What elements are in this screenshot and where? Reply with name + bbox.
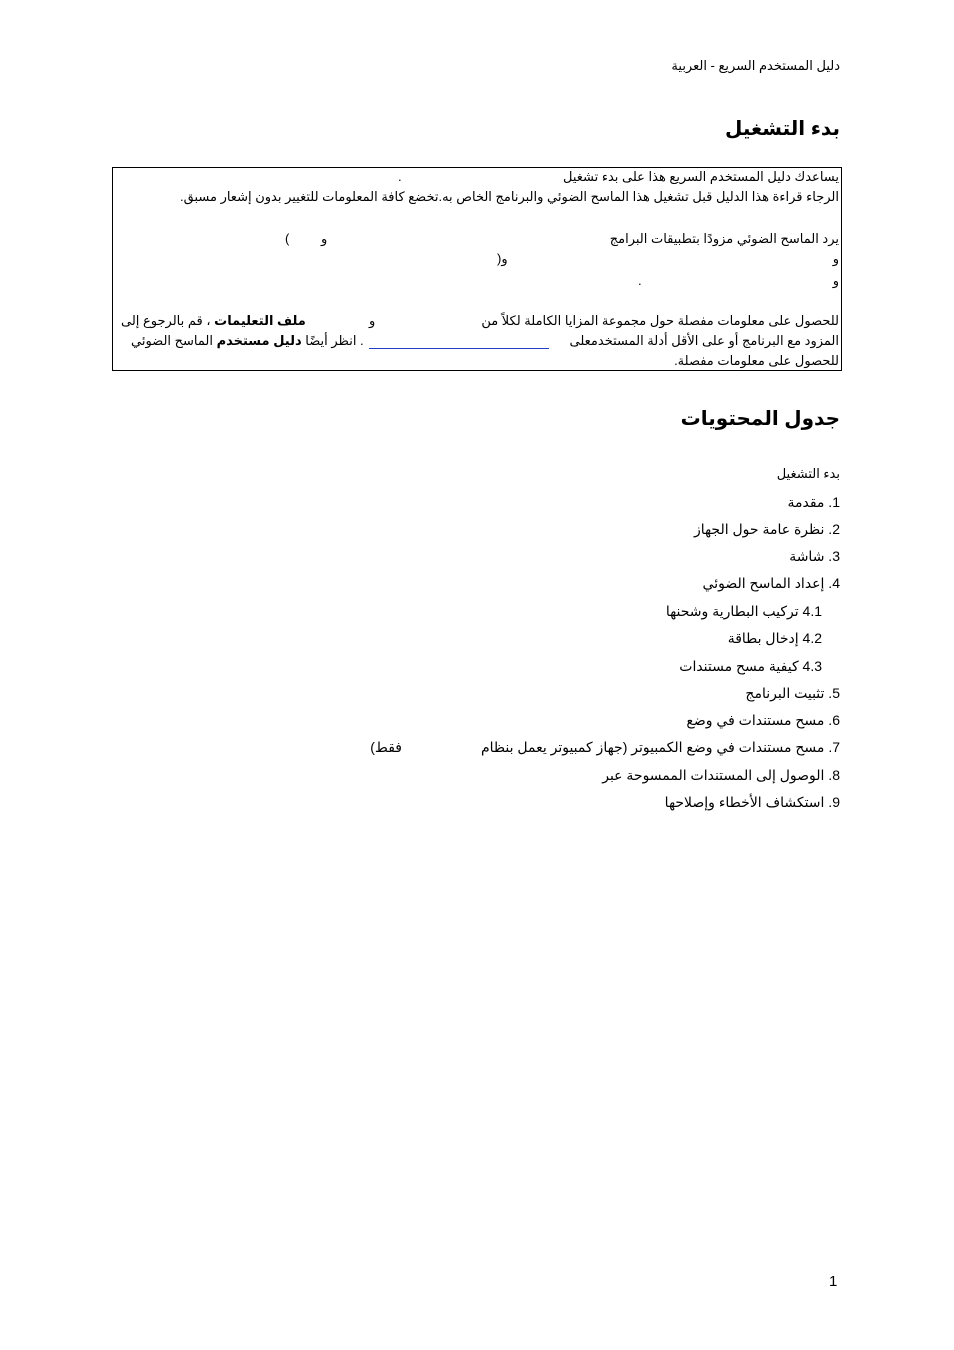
intro-line-2: الرجاء قراءة هذا الدليل قبل تشغيل هذا الماسح الضوئي والبرنامج الخاص به.تخضع كافة المعلومات للتغيير بدون إشعار مسبق. — [180, 189, 839, 204]
intro-line-7c-text: الماسح الضوئي — [131, 333, 213, 348]
intro-line-4-and: و — [832, 251, 839, 266]
intro-line-5-dot: . — [638, 273, 642, 288]
toc-item-4-3[interactable]: 4.3 كيفية مسح مستندات — [679, 658, 822, 674]
toc-item-7-tail: فقط) — [370, 739, 402, 755]
intro-line-6-and: و — [369, 313, 376, 328]
help-file-ref: ملف التعليمات — [214, 313, 306, 328]
intro-line-6b — [121, 312, 306, 330]
toc-item-7[interactable]: 7. مسح مستندات في وضع الكمبيوتر (جهاز كمبيوتر يعمل بنظام — [480, 739, 840, 755]
toc-item-4-1[interactable]: 4.1 تركيب البطارية وشحنها — [665, 603, 822, 619]
user-guide-ref: دليل مستخدم — [216, 333, 302, 348]
running-header: دليل المستخدم السريع - العربية — [671, 58, 840, 73]
toc-item-4[interactable]: 4. إعداد الماسح الضوئي — [702, 575, 840, 591]
intro-line-8: للحصول على معلومات مفصلة. — [674, 353, 839, 368]
toc-item-8[interactable]: 8. الوصول إلى المستندات الممسوحة عبر — [602, 767, 840, 783]
heading-table-of-contents: جدول المحتويات — [680, 408, 840, 430]
toc-item-1[interactable]: 1. مقدمة — [787, 494, 840, 510]
toc-item-6[interactable]: 6. مسح مستندات في وضع — [686, 712, 840, 728]
intro-line-7b-text: . انظر أيضًا — [305, 333, 364, 348]
intro-line-7b — [131, 332, 364, 350]
toc-item-5[interactable]: 5. تثبيت البرنامج — [745, 685, 840, 701]
toc-item-3[interactable]: 3. شاشة — [789, 548, 840, 564]
intro-line-1: يساعدك دليل المستخدم السريع هذا على بدء تشغيل — [562, 169, 839, 184]
intro-line-3-paren: ) — [285, 231, 290, 246]
intro-line-7a: المزود مع البرنامج أو على الأقل أدلة المستخدمعلى — [569, 333, 839, 348]
intro-line-6b-text: ، قم بالرجوع إلى — [121, 313, 211, 328]
intro-line-4-paren: و( — [497, 251, 508, 266]
intro-line-3: يرد الماسح الضوئي مزودًا بتطبيقات البرامج — [609, 231, 839, 246]
intro-line-3-and: و — [321, 231, 328, 246]
intro-box — [112, 167, 842, 371]
intro-line-1-dot: . — [398, 169, 402, 184]
toc-item-4-2[interactable]: 4.2 إدخال بطاقة — [727, 630, 822, 646]
intro-line-6a: للحصول على معلومات مفصلة حول مجموعة المزايا الكاملة لكلاً من — [481, 313, 839, 328]
toc-start: بدء التشغيل — [776, 466, 840, 481]
intro-line-5-and: و — [832, 273, 839, 288]
page-number: 1 — [829, 1273, 838, 1290]
hyperlink-underline[interactable] — [369, 348, 549, 349]
heading-getting-started: بدء التشغيل — [724, 118, 840, 140]
toc-item-9[interactable]: 9. استكشاف الأخطاء وإصلاحها — [664, 794, 840, 810]
toc-item-2[interactable]: 2. نظرة عامة حول الجهاز — [693, 521, 840, 537]
